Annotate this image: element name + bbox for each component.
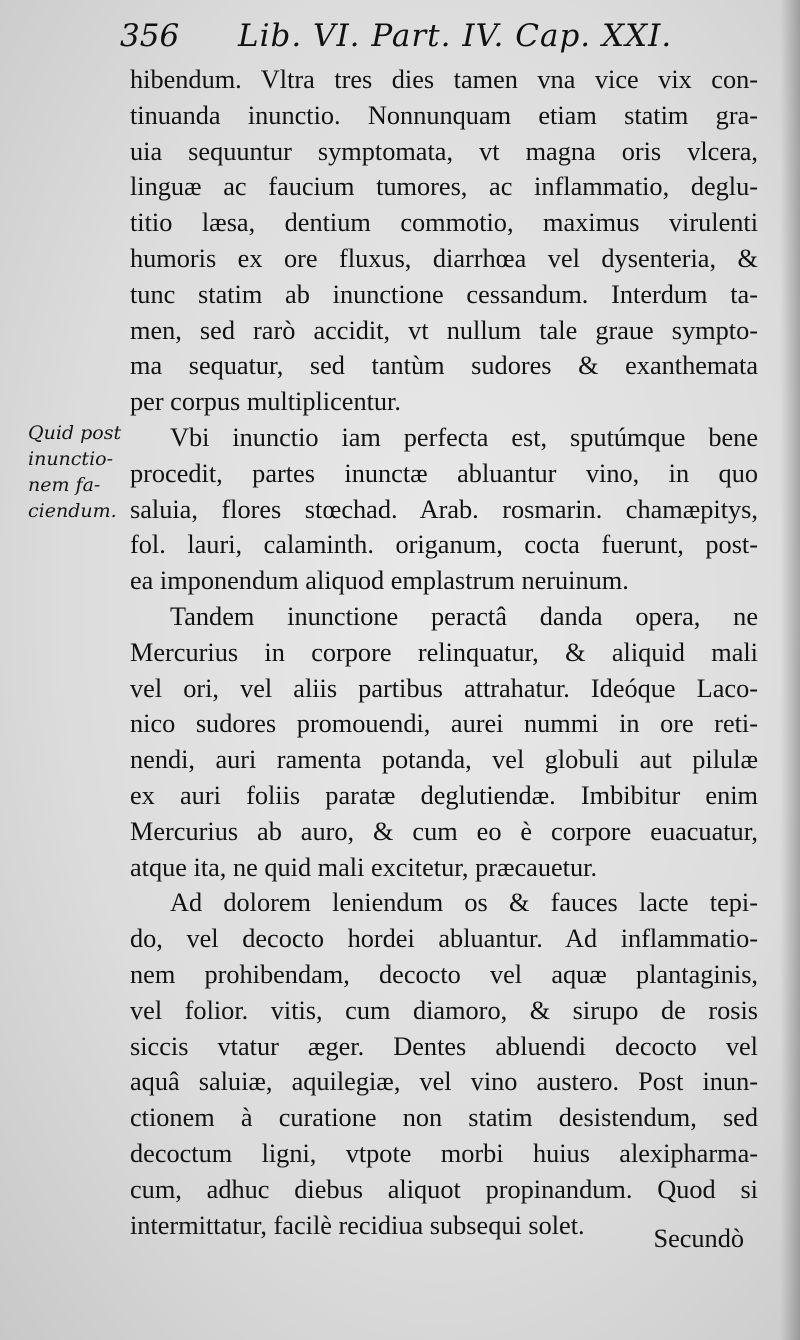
body-text: [130, 62, 758, 1243]
text-line: titio læsa, dentium commotio, maximus virulenti: [130, 208, 758, 238]
text-line: men, sed rarò accidit, vt nullum tale graue sympto-: [130, 315, 758, 345]
text-line: do, vel decocto hordei abluantur. Ad inflammatio-: [130, 924, 758, 954]
text-line: ea imponendum aliquod emplastrum neruinum.: [130, 566, 629, 596]
paragraph: [130, 599, 758, 885]
text-line: nico sudores promouendi, aurei nummi in ore reti-: [130, 709, 758, 739]
text-line: siccis vtatur æger. Dentes abluendi decocto vel: [130, 1031, 758, 1061]
margin-note-line: Quid post: [28, 422, 122, 444]
text-line: ctionem à curatione non statim desistendum, sed: [130, 1103, 758, 1133]
margin-note-line: nem fa-: [28, 474, 101, 496]
text-line: Mercurius ab auro, & cum eo è corpore euacuatur,: [130, 816, 758, 846]
text-line: per corpus multiplicentur.: [130, 387, 401, 417]
text-line: ex auri foliis paratæ deglutiendæ. Imbibitur enim: [130, 780, 758, 810]
text-line: hibendum. Vltra tres dies tamen vna vice vix con-: [130, 65, 758, 94]
catchword: Secundò: [653, 1224, 744, 1253]
text-line: aquâ saluiæ, aquilegiæ, vel vino austero. Post inun-: [130, 1067, 758, 1097]
text-line: intermittatur, facilè recidiua subsequi solet.: [130, 1210, 585, 1240]
text-line: atque ita, ne quid mali excitetur, præcauetur.: [130, 852, 598, 882]
text-line: nendi, auri ramenta potanda, vel globuli aut pilulæ: [130, 745, 758, 775]
margin-note: [28, 420, 128, 524]
text-line: Ad dolorem leniendum os & fauces lacte tepi-: [170, 888, 758, 918]
text-line: vel folior. vitis, cum diamoro, & sirupo de rosis: [130, 995, 758, 1025]
page-edge-shadow: [780, 0, 800, 1340]
text-line: humoris ex ore fluxus, diarrhœa vel dysenteria, &: [130, 243, 758, 273]
margin-note-line: ciendum.: [28, 500, 117, 522]
margin-note-line: inunctio-: [28, 448, 113, 470]
paragraph: [130, 420, 758, 599]
text-line: procedit, partes inunctæ abluantur vino, in quo: [130, 458, 758, 488]
text-line: uia sequuntur symptomata, vt magna oris vlcera,: [130, 136, 758, 166]
text-line: Vbi inunctio iam perfecta est, sputúmque bene: [170, 422, 758, 452]
text-line: tinuanda inunctio. Nonnunquam etiam statim gra-: [130, 100, 758, 130]
text-line: Tandem inunctione peractâ danda opera, ne: [170, 601, 758, 631]
text-line: Mercurius in corpore relinquatur, & aliquid mali: [130, 637, 758, 667]
page-number: 356: [120, 18, 180, 54]
text-line: vel ori, vel aliis partibus attrahatur. Ideóque Laco-: [130, 673, 758, 703]
running-title: Lib. VI. Part. IV. Cap. XXI.: [238, 18, 673, 54]
paragraph: [130, 885, 758, 1243]
text-line: cum, adhuc diebus aliquot propinandum. Quod si: [130, 1174, 758, 1204]
text-line: linguæ ac faucium tumores, ac inflammatio, deglu-: [130, 172, 758, 202]
paragraph: [130, 62, 758, 420]
text-line: tunc statim ab inunctione cessandum. Interdum ta-: [130, 279, 758, 309]
text-line: ma sequatur, sed tantùm sudores & exanthemata: [130, 351, 758, 381]
page-header: [118, 18, 678, 62]
text-line: nem prohibendam, decocto vel aquæ plantaginis,: [130, 959, 758, 989]
text-line: decoctum ligni, vtpote morbi huius alexipharma-: [130, 1138, 758, 1168]
text-line: fol. lauri, calaminth. origanum, cocta fuerunt, post-: [130, 530, 758, 560]
text-line: saluia, flores stœchad. Arab. rosmarin. chamæpitys,: [130, 494, 758, 524]
